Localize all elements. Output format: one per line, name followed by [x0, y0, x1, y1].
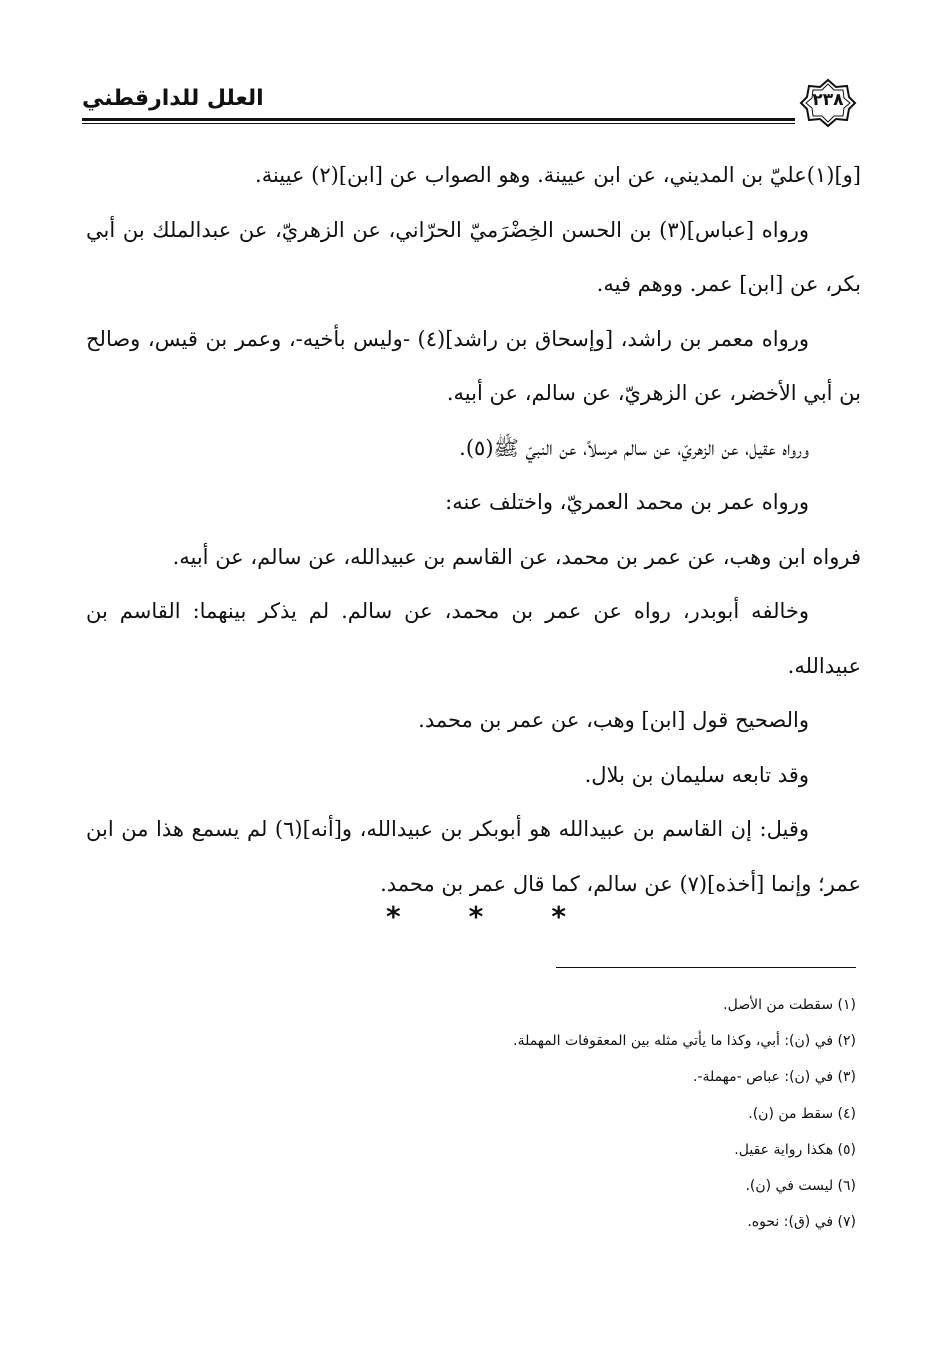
paragraph-text: وقد تابعه سليمان بن بلال.: [584, 762, 809, 787]
paragraph: [86, 693, 861, 748]
main-text: [86, 148, 861, 911]
paragraph: [86, 530, 861, 585]
paragraph: [86, 584, 861, 693]
footnote: (٥) هكذا رواية عقيل.: [734, 1141, 856, 1158]
paragraph-text: [و](١)عليّ بن المديني، عن ابن عيينة. وهو الصواب عن [ابن](٢) عيينة.: [255, 163, 861, 187]
paragraph-text: ورواه عمر بن محمد العمريّ، واختلف عنه:: [445, 490, 809, 514]
paragraph: [86, 748, 861, 803]
footnote: (٦) ليست في (ن).: [745, 1178, 856, 1195]
paragraph: [86, 203, 861, 312]
paragraph: [86, 148, 861, 203]
paragraph-text: ورواه [عباس](٣) بن الحسن الخِضْرَميّ الحرّاني، عن الزهريّ، عن عبدالملك بن أبي بكر، عن [ابن] عمر. ووهم فيه.: [86, 217, 861, 296]
separator-star: *: [386, 900, 401, 933]
paragraph-text: وخالفه أبوبدر، رواه عن عمر بن محمد، عن سالم. لم يذكر بينهما: القاسم بن عبيدالله.: [86, 599, 861, 678]
paragraph-text: فرواه ابن وهب، عن عمر بن محمد، عن القاسم بن عبيدالله، عن سالم، عن أبيه.: [172, 544, 861, 569]
footnote: (٣) في (ن): عباص -مهملة-.: [692, 1069, 856, 1086]
paragraph: [86, 312, 861, 421]
footnote: (٤) سقط من (ن).: [748, 1105, 856, 1122]
section-separator: [386, 900, 566, 933]
footnote: (٢) في (ن): أبي، وكذا ما يأتي مثله بين المعقوفات المهملة.: [513, 1033, 856, 1050]
running-title: العلل للدارقطني: [82, 86, 264, 111]
paragraph-text: والصحيح قول [ابن] وهب، عن عمر بن محمد.: [418, 708, 809, 732]
footnotes: [86, 987, 856, 1240]
page-number-badge: [799, 78, 857, 128]
paragraph-text: ورواه معمر بن راشد، [وإسحاق بن راشد](٤) -وليس بأخيه-، وعمر بن قيس، وصالح بن أبي الأخضر، عن الزهريّ، عن سالم، عن أبيه.: [86, 326, 861, 405]
footnote-rule: [556, 967, 856, 968]
page-header: [82, 78, 857, 128]
page-number: ٢٣٨: [812, 90, 844, 110]
paragraph-text: وقيل: إن القاسم بن عبيدالله هو أبوبكر بن عبيدالله، و[أنه](٦) لم يسمع هذا من ابن عمر؛ وإنما [أخذه](٧) عن سالم، كما قال عمر بن محمد.: [86, 817, 861, 896]
separator-star: *: [551, 900, 566, 933]
header-rule-thin: [82, 123, 795, 124]
paragraph-text: ورواه عقيل، عن الزهريّ، عن سالم مرسلاً، عن النبيّ ﷺ(٥).: [459, 435, 809, 460]
footnote: (٧) في (ق): نحوه.: [747, 1214, 856, 1231]
paragraph: [86, 802, 861, 911]
paragraph: [86, 475, 861, 530]
header-rule: [82, 118, 795, 121]
separator-star: *: [468, 900, 484, 933]
paragraph: [86, 421, 861, 476]
footnote: (١) سقطت من الأصل.: [723, 997, 856, 1013]
